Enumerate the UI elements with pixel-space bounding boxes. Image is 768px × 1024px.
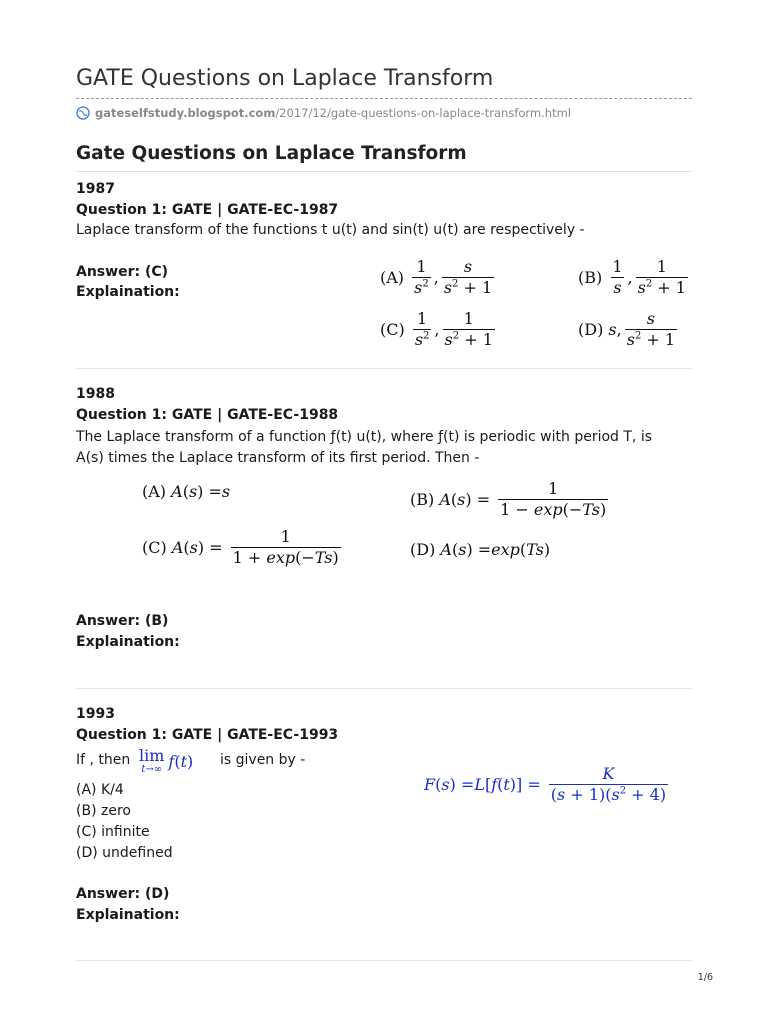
option-d-1993: (D) undefined: [76, 845, 173, 861]
explanation-1993: Explaination:: [76, 907, 180, 923]
year-1993: 1993: [76, 706, 115, 722]
explanation-1988: Explaination:: [76, 634, 180, 650]
divider: [76, 368, 692, 369]
option-d-1988: (D) A ( s ) = exp ( Ts ): [410, 540, 551, 559]
page-number: 1/6: [697, 972, 713, 983]
given-by-text: is given by -: [220, 752, 306, 768]
answer-1988: Answer: (B): [76, 613, 169, 629]
transfer-function: F ( s ) = L [ f ( t )] = $\frac{K}{(s + 1)(s^2 + 4)}$: [424, 764, 667, 804]
source-path[interactable]: /2017/12/gate-questions-on-laplace-transform.html: [275, 106, 571, 120]
option-a-1987: (A) $\frac{1}{s^2}$ , $\frac{s}{s^2 + 1}$: [380, 257, 493, 297]
question-1993: Question 1: GATE | GATE-EC-1993: [76, 727, 339, 743]
question-1987: Question 1: GATE | GATE-EC-1987: [76, 202, 339, 218]
option-c-1993: (C) infinite: [76, 824, 150, 840]
page-title: GATE Questions on Laplace Transform: [76, 66, 494, 91]
if-text-1993: If , then: [76, 752, 131, 768]
answer-1993: Answer: (D): [76, 886, 170, 902]
option-b-1993: (B) zero: [76, 803, 131, 819]
explanation-1987: Explaination:: [76, 284, 180, 300]
option-c-1988: (C) A ( s ) = $\frac{1}{1 + \exp(-Ts)}$: [142, 527, 339, 567]
year-1987: 1987: [76, 181, 115, 197]
option-b-1988: (B) A ( s ) = $\frac{1}{1 - \exp(-Ts)}$: [410, 479, 607, 519]
source-domain[interactable]: gateselfstudy.blogspot.com: [95, 106, 276, 120]
divider: [76, 960, 692, 961]
source-link[interactable]: [76, 106, 571, 120]
option-a-1988: (A) A ( s ) = s: [142, 482, 231, 501]
divider: [76, 171, 692, 172]
header-divider: [76, 98, 692, 99]
option-d-1987: (D) s , $\frac{s}{s^2 + 1}$: [578, 309, 676, 349]
globe-icon: [76, 106, 90, 120]
divider: [76, 688, 692, 689]
question-text-1987: Laplace transform of the functions t u(t) and sin(t) u(t) are respectively -: [76, 222, 585, 238]
year-1988: 1988: [76, 386, 115, 402]
question-1988: Question 1: GATE | GATE-EC-1988: [76, 407, 339, 423]
question-text-1988: The Laplace transform of a function ƒ(t) u(t), where ƒ(t) is periodic with period T, is A(s) times the Laplace transform of its first period. Then -: [76, 429, 653, 466]
post-title: Gate Questions on Laplace Transform: [76, 143, 467, 164]
limit-expression: lim t→∞ f ( t ): [139, 746, 194, 775]
option-a-1993: (A) K/4: [76, 782, 124, 798]
option-b-1987: (B) $\frac{1}{s}$ , $\frac{1}{s^2 + 1}$: [578, 257, 686, 297]
answer-1987: Answer: (C): [76, 264, 169, 280]
option-c-1987: (C) $\frac{1}{s^2}$ , $\frac{1}{s^2 + 1}$: [380, 309, 493, 349]
